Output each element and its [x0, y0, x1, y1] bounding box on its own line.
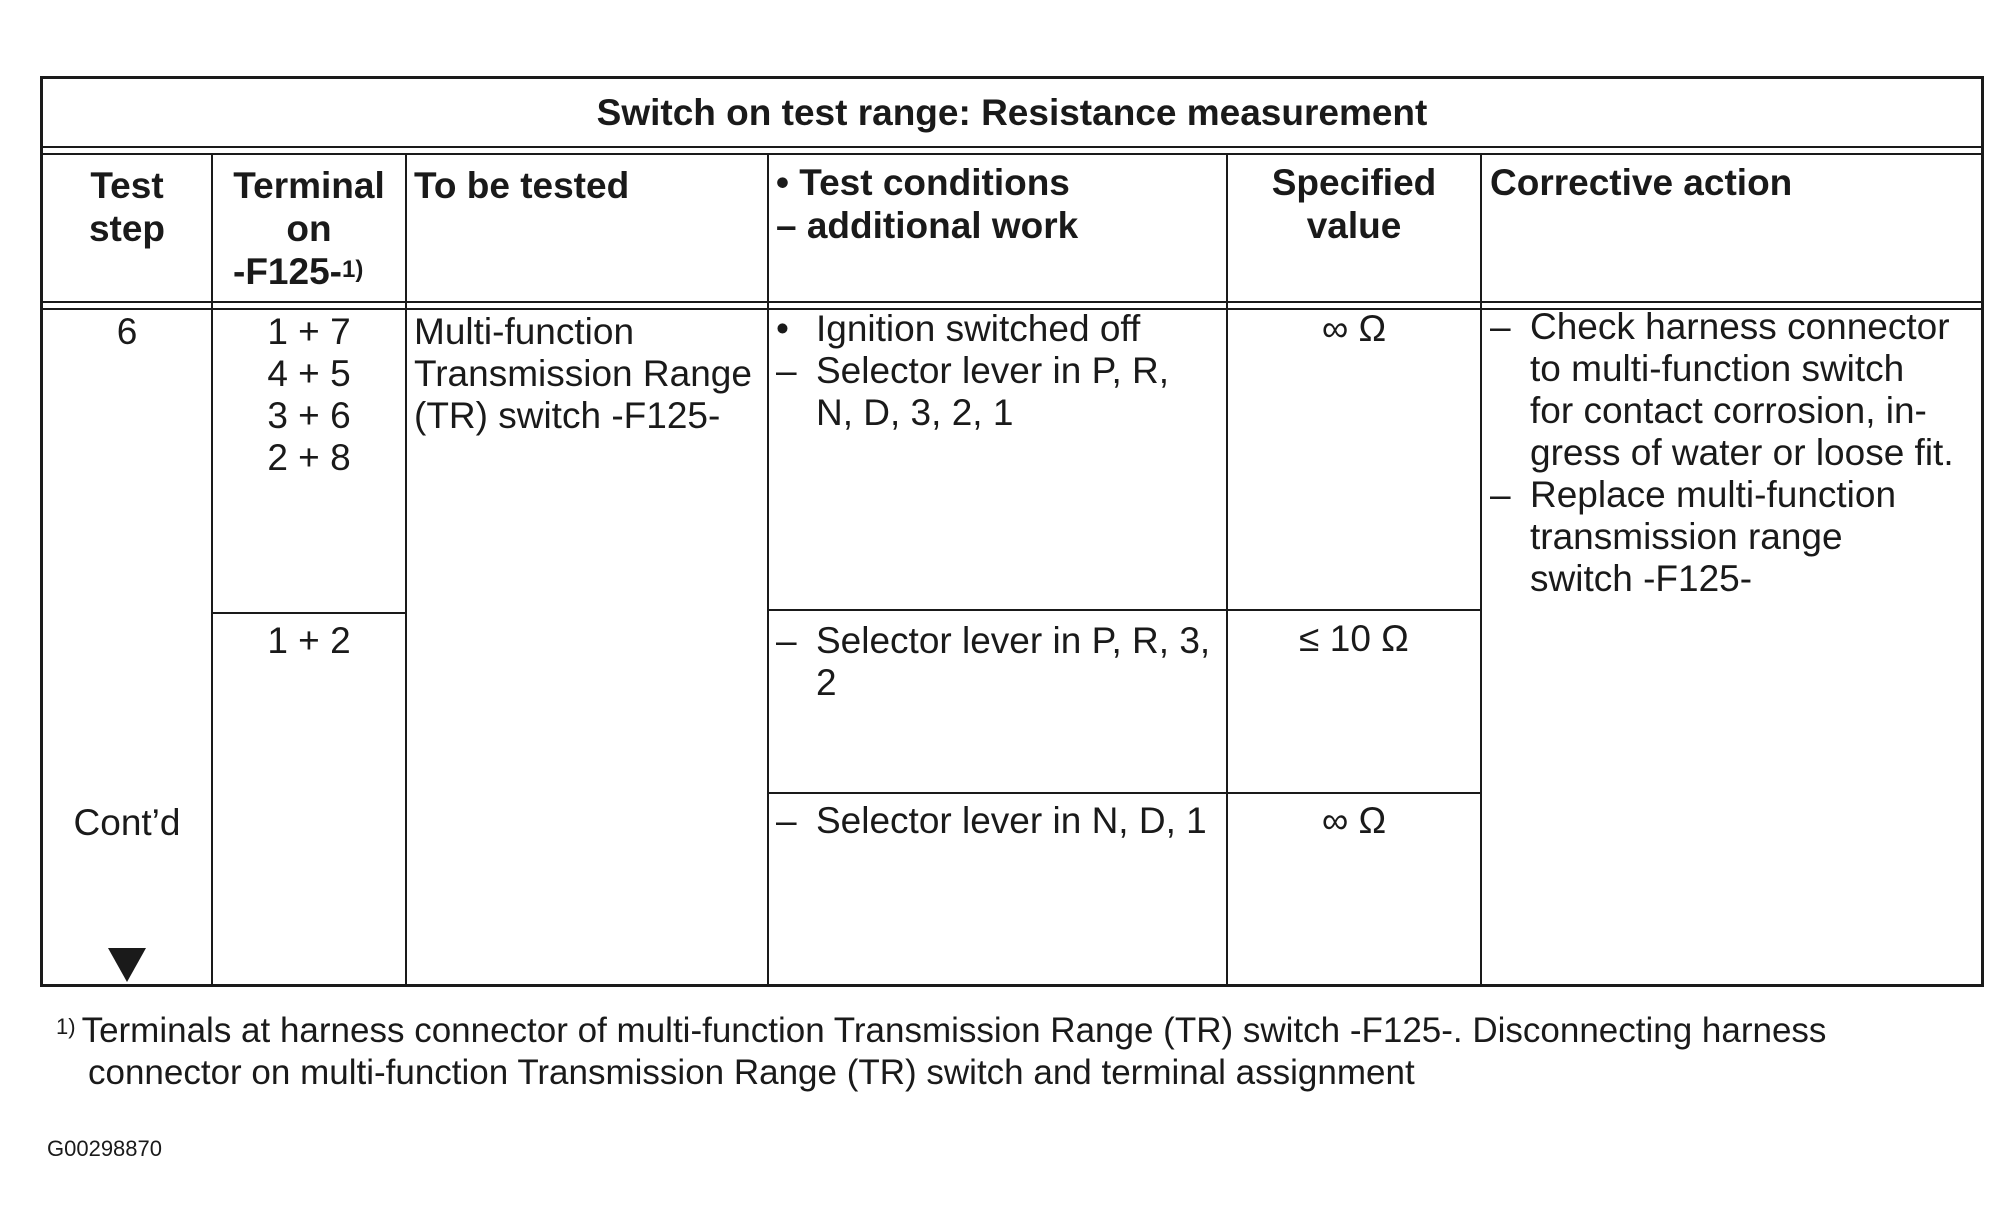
footnote-text: Terminals at harness connector of multi-function Transmission Range (TR) switch -F125-. Disconnecting harness — [81, 1011, 1827, 1050]
specified-value: ∞ Ω — [1321, 800, 1387, 841]
header-conditions-line-1: • Test conditions — [776, 162, 1070, 203]
table-border-top — [40, 76, 1984, 79]
condition-text: N, D, 3, 2, 1 — [816, 392, 1014, 433]
condition-item — [776, 620, 1216, 704]
col-divider-4 — [1226, 153, 1228, 986]
dash-mark: – — [776, 620, 797, 661]
figure-code: G00298870 — [47, 1136, 162, 1161]
condition-item — [776, 350, 1216, 434]
condition-text: Selector lever in P, R, — [816, 350, 1170, 391]
continued-label: Cont’d — [73, 802, 181, 843]
col-divider-2 — [405, 153, 407, 986]
table-border-right — [1981, 76, 1984, 987]
terminal-row-divider — [211, 612, 407, 614]
col-divider-1 — [211, 153, 213, 986]
row-divider-2 — [767, 792, 1482, 794]
header-conditions-line-2: – additional work — [776, 205, 1079, 246]
condition-item — [776, 800, 1216, 842]
dash-mark: – — [776, 350, 797, 391]
table-border-bottom — [40, 984, 1984, 987]
header-terminal-f125: -F125- — [233, 251, 342, 292]
terminal-pair: 2 + 8 — [267, 437, 351, 478]
terminal-pair: 3 + 6 — [267, 395, 351, 436]
to-be-tested-line: Transmission Range — [414, 353, 752, 394]
terminal-pair: 4 + 5 — [267, 353, 351, 394]
corrective-text: Check harness connector — [1530, 306, 1950, 347]
corrective-text: to multi-function switch — [1530, 348, 1905, 389]
bullet-mark: • — [776, 308, 789, 349]
corrective-text: for contact corrosion, in- — [1530, 390, 1927, 431]
header-terminal-line-1: Terminal — [233, 165, 385, 206]
header-terminal-footnote-mark: 1) — [341, 256, 364, 283]
condition-text: Ignition switched off — [816, 308, 1141, 349]
condition-text: Selector lever in N, D, 1 — [816, 800, 1207, 841]
dash-mark: – — [1490, 306, 1511, 347]
corrective-text: switch -F125- — [1530, 558, 1753, 599]
title-rule-b — [40, 153, 1984, 155]
dash-mark: – — [776, 800, 797, 841]
corrective-text: gress of water or loose fit. — [1530, 432, 1954, 473]
row-divider-1 — [767, 609, 1482, 611]
header-terminal-line-3 — [233, 251, 363, 293]
corrective-text: Replace multi-function — [1530, 474, 1897, 515]
title-rule-a — [40, 146, 1984, 148]
col-divider-5 — [1480, 153, 1482, 986]
footnote-line-2 — [56, 1052, 1826, 1094]
footnote — [56, 1010, 1826, 1094]
continued-arrow-icon — [108, 948, 146, 982]
table-title: Switch on test range: Resistance measurement — [596, 92, 1428, 133]
header-rule-a — [40, 301, 1984, 303]
terminal-pair: 1 + 2 — [267, 620, 351, 661]
col-divider-3 — [767, 153, 769, 986]
specified-value: ∞ Ω — [1321, 308, 1387, 349]
header-test-step-line-1: Test — [90, 165, 164, 206]
header-test-step-line-2: step — [88, 208, 166, 249]
terminal-pair: 1 + 7 — [267, 311, 351, 352]
header-corrective-action: Corrective action — [1490, 162, 1793, 203]
corrective-item — [1490, 306, 1976, 474]
specified-value: ≤ 10 Ω — [1299, 618, 1409, 659]
corrective-item — [1490, 474, 1976, 600]
condition-text: Selector lever in P, R, 3, — [816, 620, 1211, 661]
dash-mark: – — [1490, 474, 1511, 515]
corrective-text: transmission range — [1530, 516, 1843, 557]
footnote-text: connector on multi-function Transmission Range (TR) switch and terminal assignment — [88, 1053, 1415, 1092]
condition-item — [776, 308, 1216, 350]
header-specified-line-2: value — [1306, 205, 1402, 246]
test-step-number: 6 — [116, 311, 138, 352]
footnote-mark: 1) — [56, 1014, 76, 1039]
condition-text: 2 — [816, 662, 837, 703]
header-terminal-line-2: on — [286, 208, 332, 249]
header-to-be-tested: To be tested — [414, 165, 630, 206]
to-be-tested-line: (TR) switch -F125- — [414, 395, 721, 436]
to-be-tested-line: Multi-function — [414, 311, 635, 352]
footnote-line-1 — [56, 1010, 1826, 1052]
header-specified-line-1: Specified — [1271, 162, 1437, 203]
